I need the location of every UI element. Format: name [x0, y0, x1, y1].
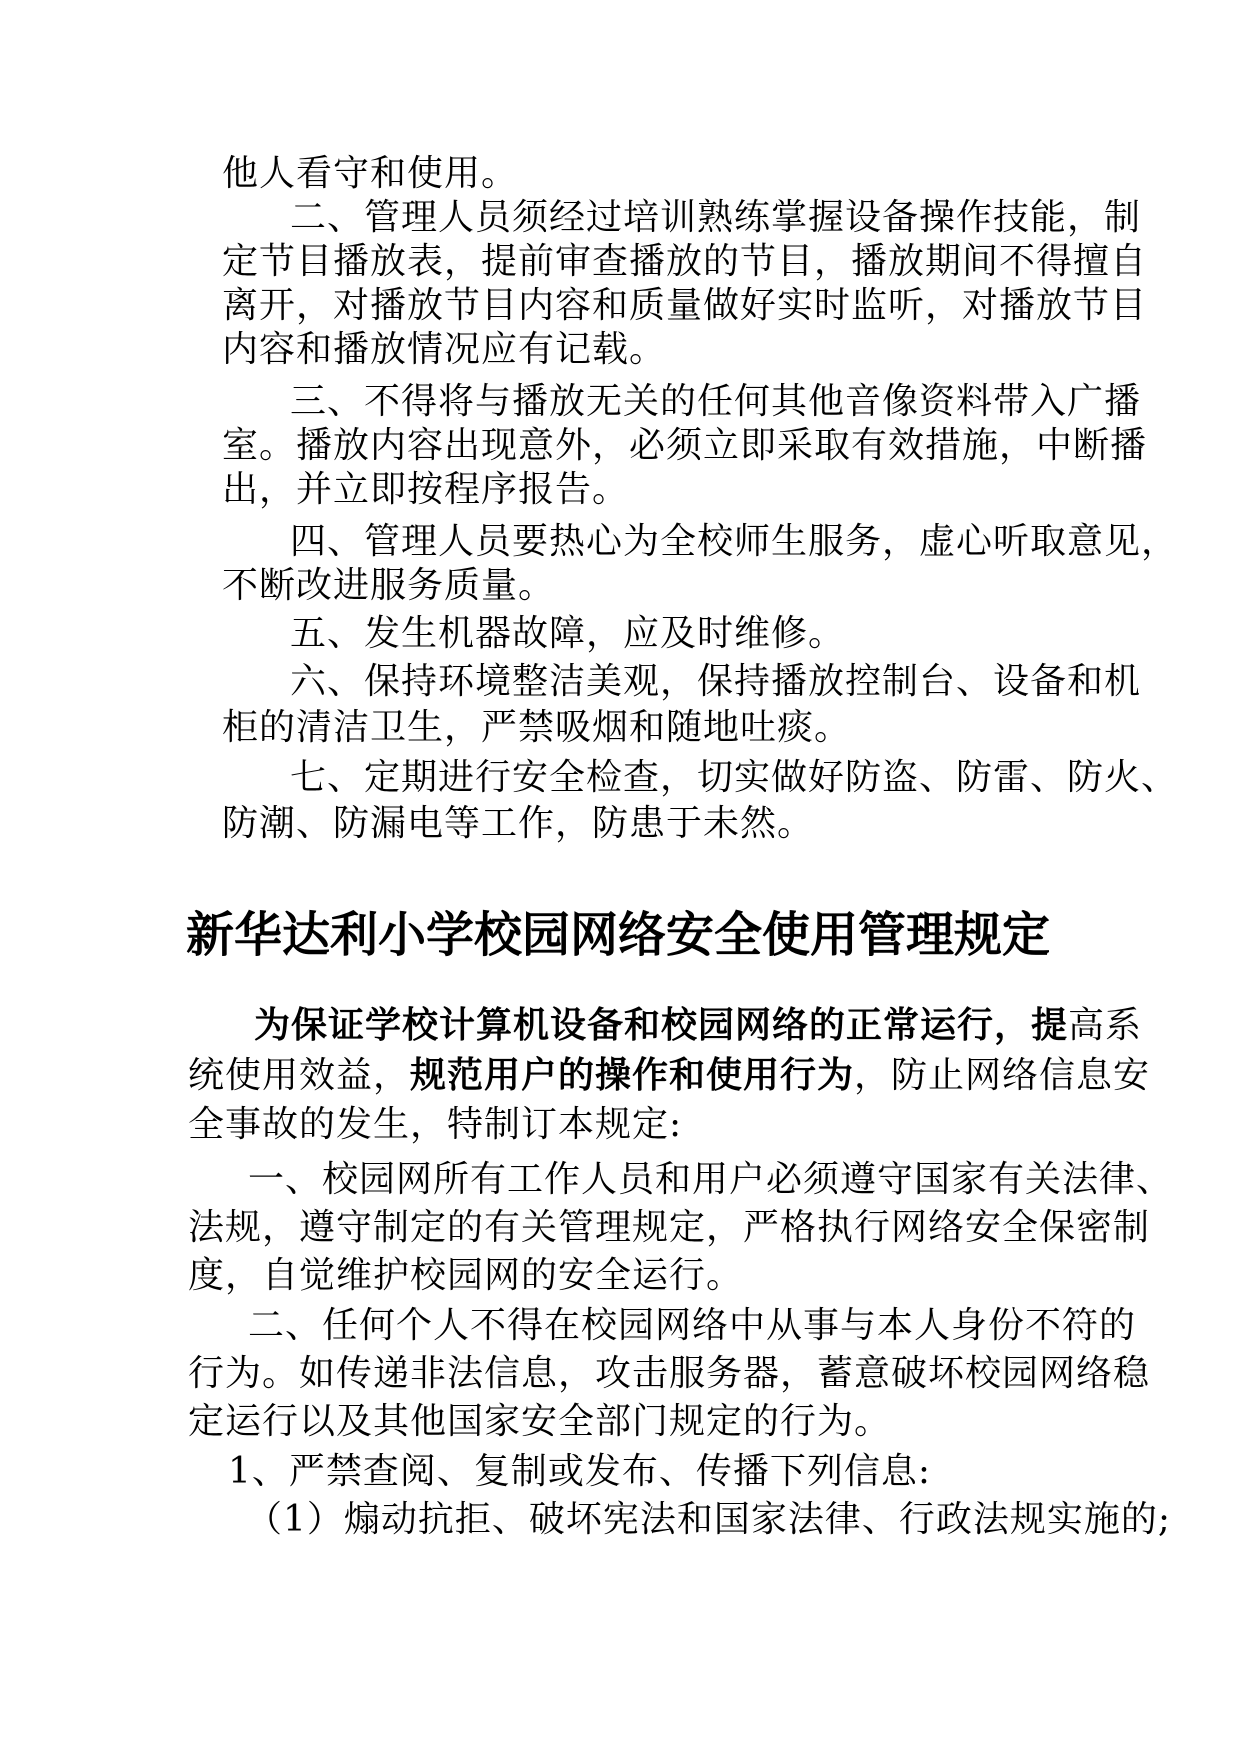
- intro-line: 全事故的发生，特制订本规定:: [188, 1104, 683, 1145]
- paragraph-line: 二、任何个人不得在校园网络中从事与本人身份不符的: [248, 1305, 1137, 1346]
- page-title: 新华达利小学校园网络安全使用管理规定: [186, 907, 1051, 963]
- paragraph-line: 二、管理人员须经过培训熟练掌握设备操作技能，制: [290, 197, 1142, 238]
- paragraph-line: 定运行以及其他国家安全部门规定的行为。: [188, 1401, 892, 1442]
- paragraph-line: 离开，对播放节目内容和质量做好实时监听，对播放节目: [222, 285, 1148, 326]
- paragraph-line: 室。播放内容出现意外，必须立即采取有效措施，中断播: [222, 425, 1148, 466]
- paragraph-line: 不断改进服务质量。: [222, 565, 556, 606]
- paragraph-line: 六、保持环境整洁美观，保持播放控制台、设备和机: [290, 661, 1142, 702]
- list-item: （1）煽动抗拒、破坏宪法和国家法律、行政法规实施的;: [246, 1499, 1172, 1540]
- paragraph-line: 一、校园网所有工作人员和用户必须遵守国家有关法律、: [248, 1159, 1174, 1200]
- paragraph-line: 定节目播放表，提前审查播放的节目，播放期间不得擅自: [222, 241, 1148, 282]
- paragraph-line: 他人看守和使用。: [222, 153, 519, 194]
- paragraph-line: 出，并立即按程序报告。: [222, 469, 630, 510]
- paragraph-line: 内容和播放情况应有记载。: [222, 329, 667, 370]
- list-item: 1、严禁查阅、复制或发布、传播下列信息:: [228, 1451, 932, 1492]
- intro-text: 高系: [1068, 1005, 1143, 1046]
- paragraph-line: 三、不得将与播放无关的任何其他音像资料带入广播: [290, 381, 1142, 422]
- intro-line: [188, 1053, 1150, 1097]
- paragraph-line: 四、管理人员要热心为全校师生服务，虚心听取意见，: [290, 521, 1179, 562]
- paragraph-line: 柜的清洁卫生，严禁吸烟和随地吐痰。: [222, 707, 852, 748]
- paragraph-line: 七、定期进行安全检查，切实做好防盗、防雷、防火、: [290, 757, 1179, 798]
- intro-text: 统使用效益，: [188, 1055, 411, 1096]
- paragraph-line: 五、发生机器故障，应及时维修。: [290, 613, 846, 654]
- paragraph-line: 行为。如传递非法信息，攻击服务器，蓄意破坏校园网络稳: [188, 1353, 1151, 1394]
- paragraph-line: 法规，遵守制定的有关管理规定，严格执行网络安全保密制: [188, 1207, 1151, 1248]
- intro-line: [254, 1003, 1142, 1047]
- paragraph-line: 防潮、防漏电等工作，防患于未然。: [222, 803, 815, 844]
- intro-bold-text: 为保证学校计算机设备和校园网络的正常运行，提: [254, 1004, 1069, 1046]
- intro-text: ，防止网络信息安: [854, 1055, 1151, 1096]
- intro-bold-text: 规范用户的操作和使用行为: [410, 1054, 855, 1096]
- paragraph-line: 度，自觉维护校园网的安全运行。: [188, 1255, 744, 1296]
